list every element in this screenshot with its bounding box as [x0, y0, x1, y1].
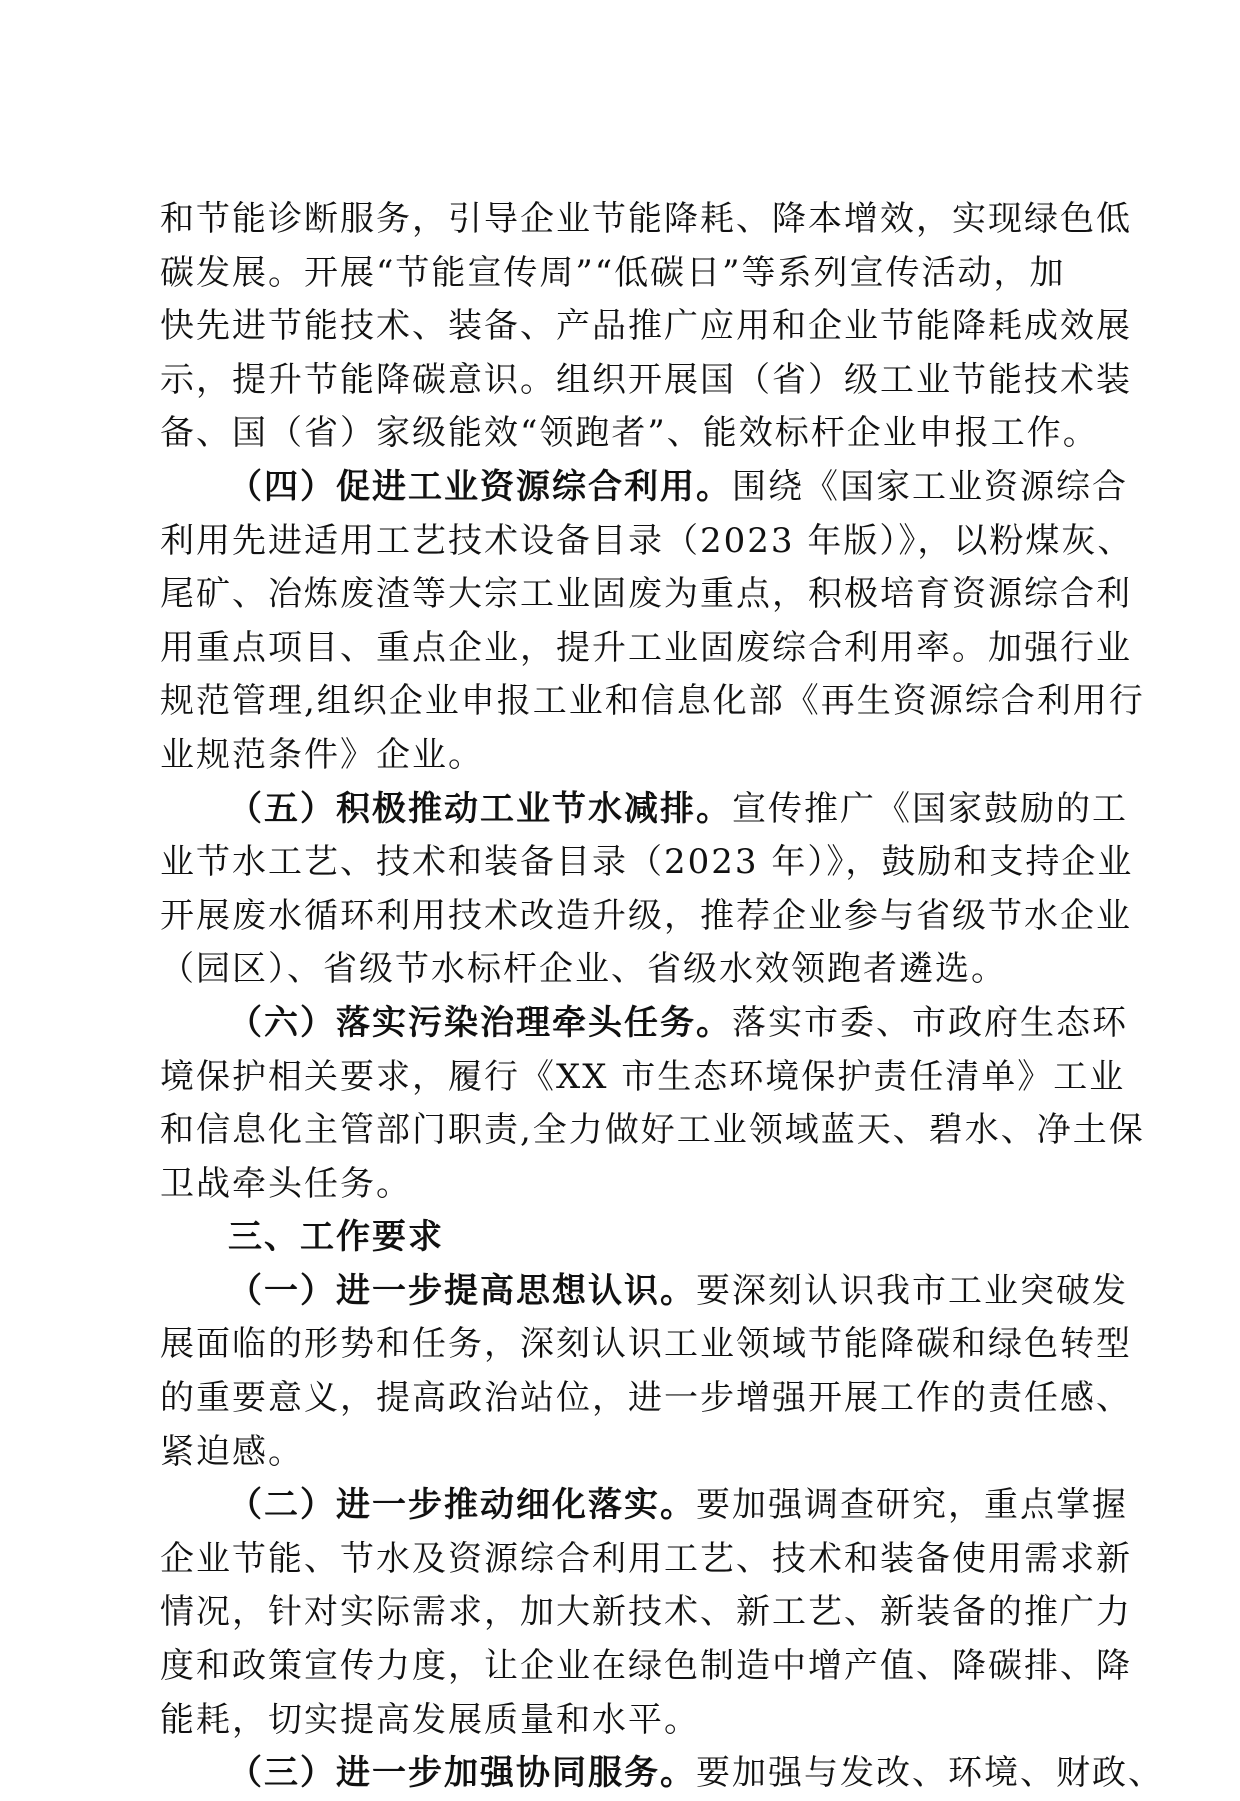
body-text: 的重要意义，提高政治站位，进一步增强开展工作的责任感、	[160, 1378, 1132, 1419]
paragraph-line	[160, 1694, 1080, 1748]
body-text: 示，提升节能降碳意识。组织开展国（省）级工业节能技术装	[160, 359, 1132, 400]
body-text: 要加强调查研究，重点掌握	[696, 1485, 1128, 1526]
body-text: 尾矿、冶炼废渣等大宗工业固废为重点，积极培育资源综合利	[160, 574, 1132, 615]
body-text: 围绕《国家工业资源综合	[732, 466, 1128, 507]
body-text: 用重点项目、重点企业，提升工业固废综合利用率。加强行业	[160, 627, 1132, 668]
body-text: 能耗，切实提高发展质量和水平。	[160, 1699, 700, 1740]
body-text: 企业节能、节水及资源综合利用工艺、技术和装备使用需求新	[160, 1538, 1132, 1579]
document-page	[160, 193, 1164, 1801]
paragraph-line	[160, 407, 1099, 461]
paragraph-line	[160, 1318, 1132, 1372]
body-text: 落实市委、市政府生态环	[732, 1002, 1128, 1043]
body-text: 卫战牵头任务。	[160, 1163, 412, 1204]
body-text: 和信息化主管部门职责,全力做好工业领域蓝天、碧水、净土保	[160, 1110, 1145, 1151]
body-text: 利用先进适用工艺技术设备目录（2023 年版）》，以粉煤灰、	[160, 520, 1134, 561]
paragraph-line	[160, 675, 1145, 729]
body-text: 业节水工艺、技术和装备目录（2023 年）》，鼓励和支持企业	[160, 842, 1134, 883]
paragraph-line	[160, 193, 1132, 247]
body-text: 展面临的形势和任务，深刻认识工业领域节能降碳和绿色转型	[160, 1324, 1132, 1365]
paragraph-heading-line	[160, 1265, 1128, 1319]
paragraph-line	[160, 1533, 1132, 1587]
subsection-title: （四）促进工业资源综合利用。	[228, 466, 732, 507]
paragraph-heading-line	[160, 1747, 1164, 1801]
paragraph-line	[160, 1640, 1132, 1694]
body-text: 备、国（省）家级能效“领跑者”、能效标杆企业申报工作。	[160, 413, 1099, 454]
section-heading	[160, 1211, 1080, 1265]
paragraph-line	[160, 300, 1132, 354]
body-text: 度和政策宣传力度，让企业在绿色制造中增产值、降碳排、降	[160, 1646, 1132, 1687]
body-text: 快先进节能技术、装备、产品推广应用和企业节能降耗成效展	[160, 306, 1132, 347]
paragraph-line	[160, 1051, 1126, 1105]
paragraph-line	[160, 247, 1080, 301]
paragraph-line	[160, 622, 1132, 676]
paragraph-line	[160, 1158, 1080, 1212]
paragraph-line	[160, 1586, 1132, 1640]
paragraph-line	[160, 1426, 1080, 1480]
section-title: 三、工作要求	[228, 1217, 444, 1258]
paragraph-line	[160, 729, 1080, 783]
paragraph-line	[160, 568, 1132, 622]
paragraph-line	[160, 1104, 1145, 1158]
paragraph-heading-line	[160, 997, 1128, 1051]
body-text: 要深刻认识我市工业突破发	[696, 1270, 1128, 1311]
paragraph-line	[160, 836, 1134, 890]
body-text: 和节能诊断服务，引导企业节能降耗、降本增效，实现绿色低	[160, 199, 1132, 239]
paragraph-line	[160, 1372, 1132, 1426]
paragraph-line	[160, 890, 1132, 944]
body-text: 紧迫感。	[160, 1431, 304, 1472]
paragraph-line	[160, 515, 1134, 569]
body-text: （园区）、省级节水标杆企业、省级水效领跑者遴选。	[160, 949, 1007, 990]
body-text: 业规范条件》企业。	[160, 734, 484, 775]
body-text: 宣传推广《国家鼓励的工	[732, 788, 1128, 829]
body-text: 碳发展。开展“节能宣传周”“低碳日”等系列宣传活动，加	[160, 252, 1066, 293]
body-text: 情况，针对实际需求，加大新技术、新工艺、新装备的推广力	[160, 1592, 1132, 1633]
subsection-title: （一）进一步提高思想认识。	[228, 1270, 696, 1311]
subsection-title: （五）积极推动工业节水减排。	[228, 788, 732, 829]
paragraph-heading-line	[160, 783, 1128, 837]
subsection-title: （二）进一步推动细化落实。	[228, 1485, 696, 1526]
paragraph-heading-line	[160, 461, 1128, 515]
paragraph-line	[160, 943, 1080, 997]
body-text: 规范管理,组织企业申报工业和信息化部《再生资源综合利用行	[160, 681, 1145, 722]
subsection-title: （六）落实污染治理牵头任务。	[228, 1002, 732, 1043]
body-text: 要加强与发改、环境、财政、	[696, 1753, 1164, 1794]
paragraph-line	[160, 354, 1132, 408]
body-text: 开展废水循环利用技术改造升级，推荐企业参与省级节水企业	[160, 895, 1132, 936]
subsection-title: （三）进一步加强协同服务。	[228, 1753, 696, 1794]
paragraph-heading-line	[160, 1479, 1128, 1533]
body-text: 境保护相关要求，履行《XX 市生态环境保护责任清单》工业	[160, 1056, 1126, 1097]
